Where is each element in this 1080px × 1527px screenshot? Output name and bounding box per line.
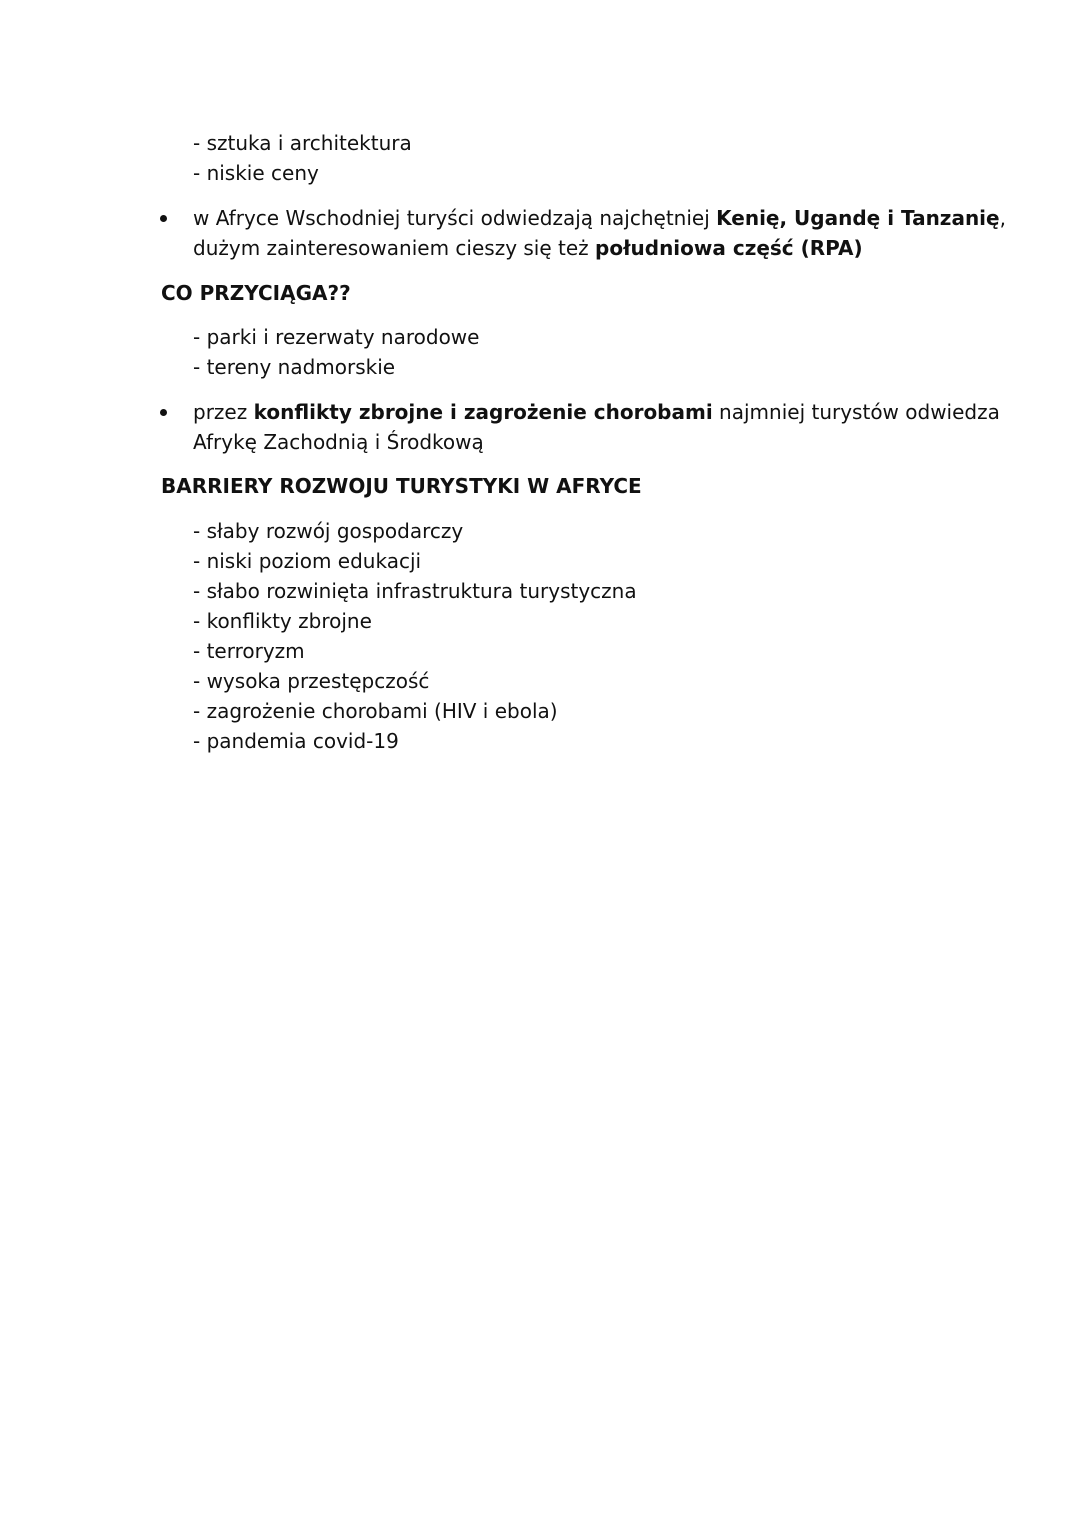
paragraph-text: , — [999, 206, 1006, 230]
bullet-paragraph-line — [193, 397, 1000, 427]
bullet-paragraph-line — [193, 203, 1006, 233]
section-heading: BARRIERY ROZWOJU TURYSTYKI W AFRYCE — [161, 474, 642, 498]
bullet-dot — [160, 215, 167, 222]
list-item: - zagrożenie chorobami (HIV i ebola) — [193, 699, 558, 723]
bullet-paragraph-line: Afrykę Zachodnią i Środkową — [193, 430, 484, 454]
list-item: - tereny nadmorskie — [193, 355, 396, 379]
paragraph-text: przez — [193, 400, 254, 424]
list-item: - konflikty zbrojne — [193, 609, 372, 633]
list-item: - terroryzm — [193, 639, 305, 663]
paragraph-text: najmniej turystów odwiedza — [712, 400, 1000, 424]
list-item: - niskie ceny — [193, 161, 319, 185]
list-item: - wysoka przestępczość — [193, 669, 430, 693]
paragraph-text: dużym zainteresowaniem cieszy się też — [193, 236, 596, 260]
section-heading: CO PRZYCIĄGA?? — [161, 281, 351, 305]
list-item: - sztuka i architektura — [193, 131, 412, 155]
paragraph-text: w Afryce Wschodniej turyści odwiedzają najchętniej — [193, 206, 717, 230]
list-item: - słabo rozwinięta infrastruktura turystyczna — [193, 579, 637, 603]
list-item: - niski poziom edukacji — [193, 549, 422, 573]
list-item: - słaby rozwój gospodarczy — [193, 519, 464, 543]
bold-text: południowa część (RPA) — [595, 236, 863, 260]
bullet-paragraph-line — [193, 233, 863, 263]
bullet-dot — [160, 409, 167, 416]
list-item: - parki i rezerwaty narodowe — [193, 325, 480, 349]
list-item: - pandemia covid-19 — [193, 729, 399, 753]
bold-text: Kenię, Ugandę i Tanzanię — [716, 206, 1000, 230]
bold-text: konflikty zbrojne i zagrożenie chorobami — [253, 400, 713, 424]
